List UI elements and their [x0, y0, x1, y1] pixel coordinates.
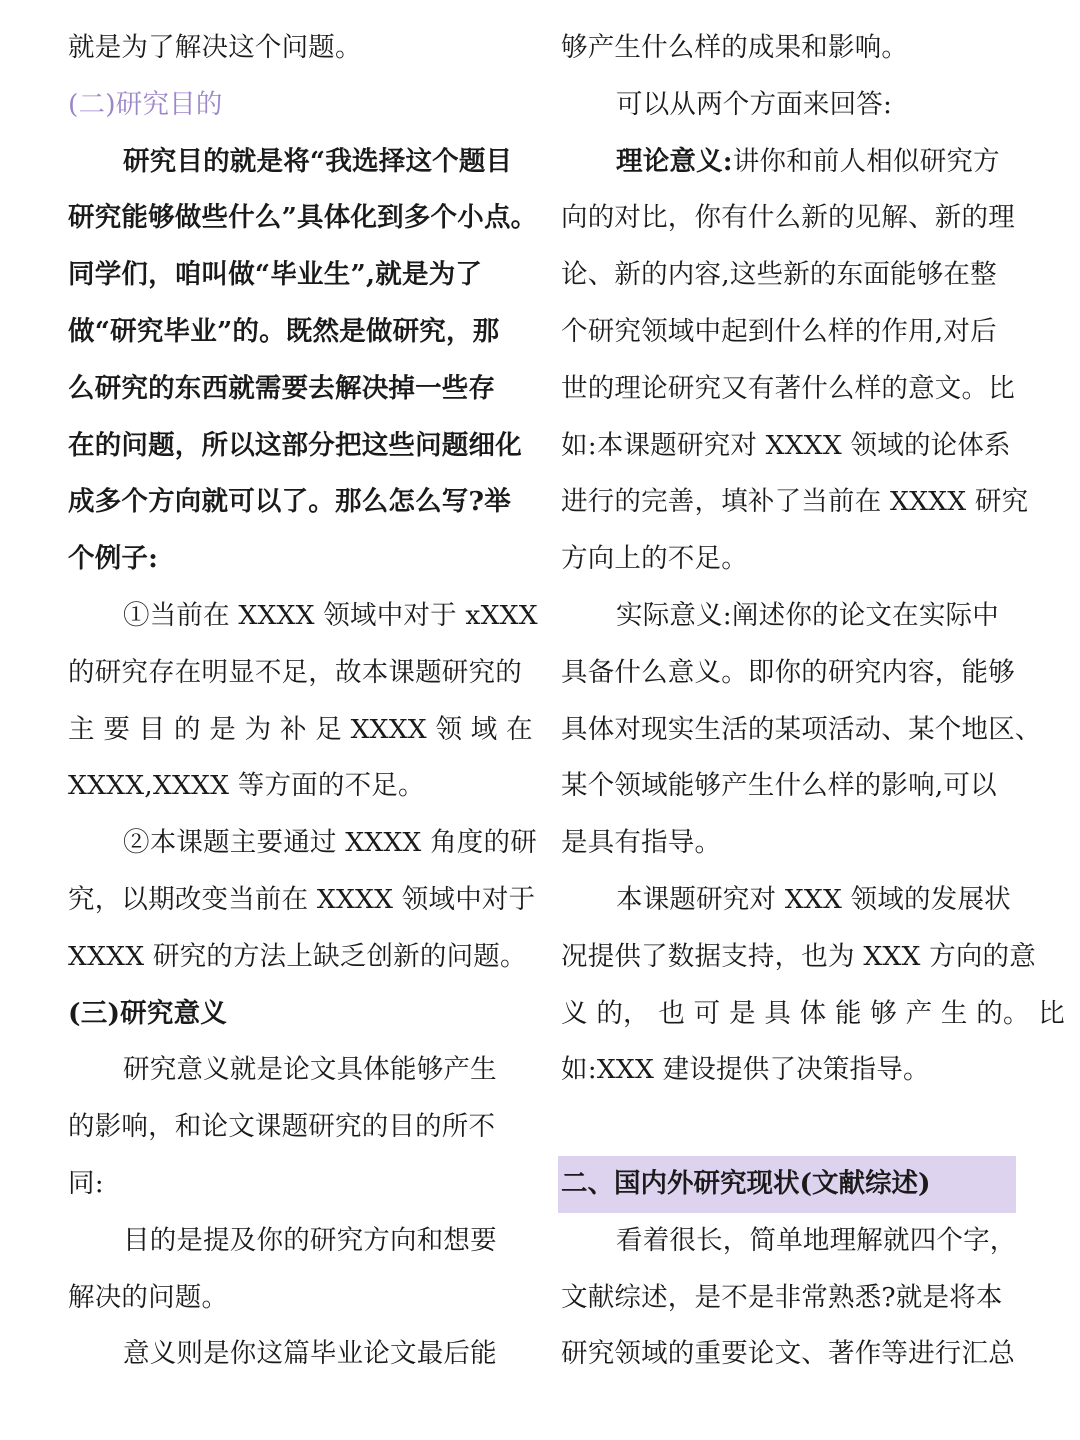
- paragraph-line: 方向上的不足。: [561, 543, 748, 575]
- paragraph-line: 实际意义:阐述你的论文在实际中: [616, 599, 999, 631]
- paragraph-line: 研究领域的重要论文、著作等进行汇总: [561, 1338, 1015, 1370]
- paragraph-line: 具备什么意义。即你的研究内容，能够: [561, 656, 1015, 688]
- left-column: [68, 20, 538, 1383]
- paragraph-line: XXXX 研究的方法上缺乏创新的问题。: [68, 940, 527, 972]
- theoretical-significance-text: 讲你和前人相似研究方: [732, 145, 1000, 177]
- paragraph-line: 究，以期改变当前在 XXXX 领域中对于: [68, 883, 536, 915]
- section-heading-research-purpose: (二)研究目的: [68, 88, 223, 120]
- paragraph-line: 的研究存在明显不足，故本课题研究的: [68, 656, 522, 688]
- paragraph-line: 具体对现实生活的某项活动、某个地区、: [561, 713, 1042, 745]
- paragraph-line: 目的是提及你的研究方向和想要: [123, 1224, 497, 1256]
- paragraph-line: 个例子:: [68, 543, 159, 575]
- paragraph-line: 义 的， 也 可 是 具 体 能 够 产 生 的。 比: [561, 997, 1065, 1029]
- paragraph-line: 意义则是你这篇毕业论文最后能: [123, 1338, 497, 1370]
- paragraph-line: 同学们，咱叫做“毕业生”,就是为了: [68, 259, 483, 291]
- paragraph-line: 是具有指导。: [561, 827, 722, 859]
- section-banner-literature-review: [558, 1156, 1016, 1213]
- paragraph-line-theoretical: [561, 134, 1016, 191]
- paragraph-line: ②本课题主要通过 XXXX 角度的研: [123, 827, 537, 859]
- paragraph-line: 么研究的东西就需要去解决掉一些存: [68, 372, 496, 404]
- paragraph-line: 某个领域能够产生什么样的影响,可以: [561, 770, 997, 802]
- paragraph-line: 看着很长，简单地理解就四个字，: [616, 1224, 1017, 1256]
- paragraph-line: 就是为了解决这个问题。: [68, 32, 362, 63]
- right-column: [561, 20, 1065, 1383]
- theoretical-significance-label: 理论意义:: [616, 145, 733, 177]
- section-banner-title: 二、国内外研究现状(文献综述): [561, 1167, 931, 1199]
- paragraph-line: 研究意义就是论文具体能够产生: [123, 1054, 497, 1086]
- paragraph-line: 况提供了数据支持，也为 XXX 方向的意: [561, 940, 1036, 972]
- blank-gap: [561, 1099, 1016, 1156]
- paragraph-line: 向的对比，你有什么新的见解、新的理: [561, 202, 1015, 234]
- paragraph-line: 研究能够做些什么”具体化到多个小点。: [68, 202, 538, 234]
- paragraph-line: 做“研究毕业”的。既然是做研究，那: [68, 315, 500, 347]
- paragraph-line: 研究目的就是将“我选择这个题目: [123, 145, 513, 177]
- paragraph-line: 成多个方向就可以了。那么怎么写?举: [68, 486, 511, 518]
- paragraph-line: 主 要 目 的 是 为 补 足 XXXX 领 域 在: [68, 713, 533, 745]
- paragraph-line: ①当前在 XXXX 领域中对于 xXXX: [123, 599, 538, 631]
- paragraph-line: 世的理论研究又有著什么样的意文。比: [561, 372, 1015, 404]
- paragraph-line: 的影响，和论文课题研究的目的所不: [68, 1111, 496, 1143]
- paragraph-line: 如:本课题研究对 XXXX 领域的论体系: [561, 429, 1011, 461]
- paragraph-line: 个研究领域中起到什么样的作用,对后: [561, 315, 997, 347]
- paragraph-line: 够产生什么样的成果和影响。: [561, 32, 909, 63]
- paragraph-line: 同:: [68, 1167, 104, 1199]
- paragraph-line: 进行的完善，填补了当前在 XXXX 研究: [561, 486, 1029, 518]
- paragraph-line: 在的问题，所以这部分把这些问题细化: [68, 429, 522, 461]
- section-heading-research-significance: (三)研究意义: [68, 997, 227, 1029]
- paragraph-line: XXXX,XXXX 等方面的不足。: [68, 770, 425, 802]
- paragraph-line: 文献综述，是不是非常熟悉?就是将本: [561, 1281, 1003, 1313]
- paragraph-line: 解决的问题。: [68, 1281, 229, 1313]
- paragraph-line: 如:XXX 建设提供了决策指导。: [561, 1054, 930, 1086]
- paragraph-line: 可以从两个方面来回答:: [616, 88, 893, 120]
- paragraph-line: 论、新的内容,这些新的东面能够在整: [561, 259, 997, 291]
- paragraph-line: 本课题研究对 XXX 领域的发展状: [616, 883, 1011, 915]
